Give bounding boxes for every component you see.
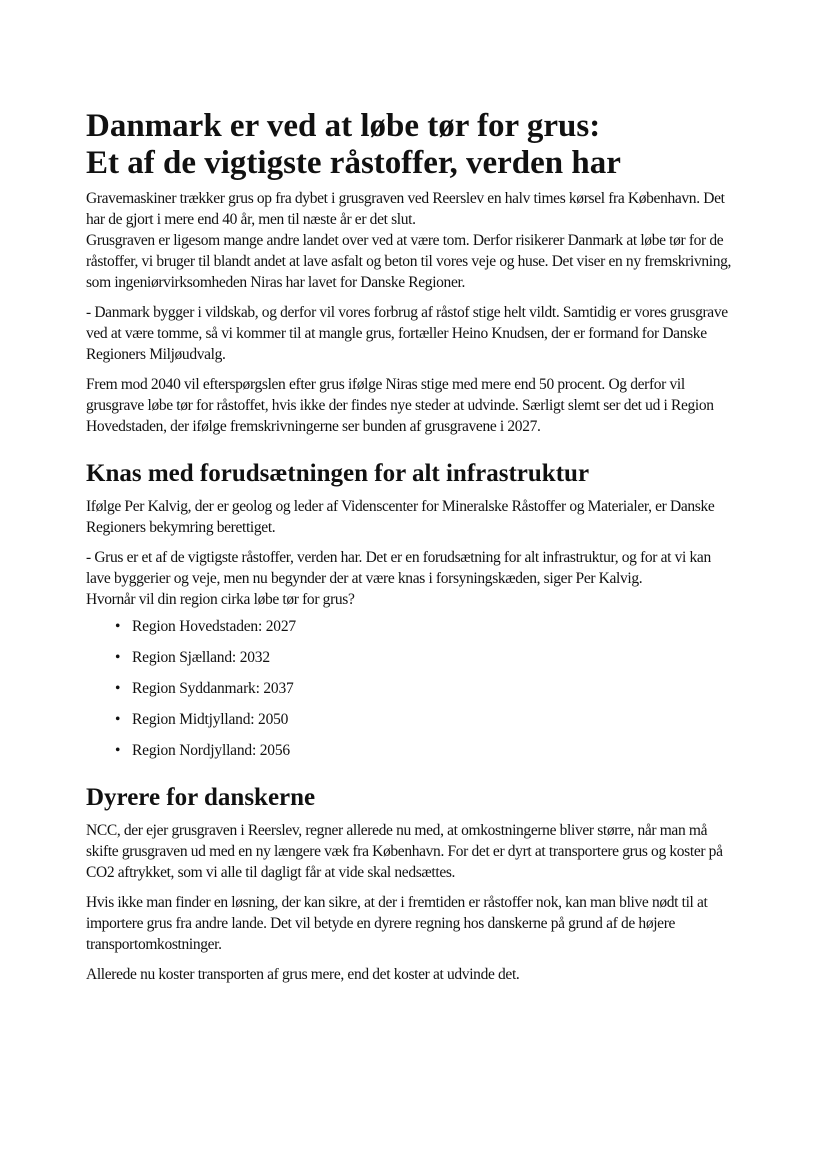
section2-paragraph-1: NCC, der ejer grusgraven i Reerslev, regner allerede nu med, at omkostningerne bliver større, når man må skifte grusgraven ud med en ny længere væk fra København. For det er dyrt at transportere grus og koster på CO2 aftrykket, som vi alle til dagligt får at vide skal nedsættes. (86, 822, 723, 881)
title-line-1: Danmark er ved at løbe tør for grus: (86, 108, 601, 144)
section2-paragraph-2: Hvis ikke man finder en løsning, der kan sikre, at der i fremtiden er råstoffer nok, kan man blive nødt til at importere grus fra andre lande. Det vil betyde en dyrere regning hos danskerne på grund af de højere transportomkostninger. (86, 894, 708, 953)
bullet-icon: • (115, 742, 121, 759)
section1-paragraph-1: Ifølge Per Kalvig, der er geolog og leder af Videnscenter for Mineralske Råstoffer og Materialer, er Danske Regioners bekymring berettiget. (86, 498, 715, 536)
list-item-text: Region Hovedstaden: 2027 (132, 618, 296, 635)
section-costs (86, 783, 736, 985)
list-item (115, 709, 736, 730)
list-item-text: Region Nordjylland: 2056 (132, 742, 290, 759)
document-page (86, 108, 736, 985)
section1-paragraph-2: - Grus er et af de vigtigste råstoffer, verden har. Det er en forudsætning for alt infrastruktur, og for at vi kan lave byggerier og veje, men nu begynder der at være knas i forsyningskæden, siger Per Kalvig. (86, 549, 711, 587)
list-item (115, 678, 736, 699)
section-heading-costs: Dyrere for danskerne (86, 784, 316, 811)
list-item-text: Region Midtjylland: 2050 (132, 711, 289, 728)
list-item (115, 740, 736, 761)
section-heading-infrastructure: Knas med forudsætningen for alt infrastruktur (86, 460, 590, 487)
intro-paragraph-1: Gravemaskiner trækker grus op fra dybet i grusgraven ved Reerslev en halv times kørsel fra København. Det har de gjort i mere end 40 år, men til næste år er det slut. (86, 190, 725, 228)
bullet-icon: • (115, 711, 121, 728)
intro-paragraph-2: Grusgraven er ligesom mange andre landet over ved at være tom. Derfor risikerer Danmark at løbe tør for de råstoffer, vi bruger til blandt andet at lave asfalt og beton til vores veje og huse. Det viser en ny fremskrivning, som ingeniørvirksomheden Niras har lavet for Danske Regioner. (86, 232, 732, 291)
bullet-icon: • (115, 618, 121, 635)
intro-paragraph-4: Frem mod 2040 vil efterspørgslen efter grus ifølge Niras stige med mere end 50 procent. Og derfor vil grusgrave løbe tør for råstoffet, hvis ikke der findes nye steder at udvinde. Særligt slemt ser det ud i Region Hovedstaden, der ifølge fremskrivningerne ser bunden af grusgravene i 2027. (86, 376, 714, 435)
article-title (86, 108, 736, 182)
list-item (115, 616, 736, 637)
section1-question: Hvornår vil din region cirka løbe tør for grus? (86, 591, 355, 608)
list-item-text: Region Syddanmark: 2037 (132, 680, 294, 697)
list-item-text: Region Sjælland: 2032 (132, 649, 270, 666)
title-line-2: Et af de vigtigste råstoffer, verden har (86, 145, 621, 181)
bullet-icon: • (115, 680, 121, 697)
section2-paragraph-3: Allerede nu koster transporten af grus mere, end det koster at udvinde det. (86, 966, 520, 983)
intro-paragraph-3: - Danmark bygger i vildskab, og derfor vil vores forbrug af råstof stige helt vildt. Samtidig er vores grusgrave ved at være tomme, så vi kommer til at mangle grus, fortæller Heino Knudsen, der er formand for Danske Regioners Miljøudvalg. (86, 304, 728, 363)
list-item (115, 647, 736, 668)
section-infrastructure (86, 459, 736, 761)
region-list (86, 616, 736, 761)
bullet-icon: • (115, 649, 121, 666)
